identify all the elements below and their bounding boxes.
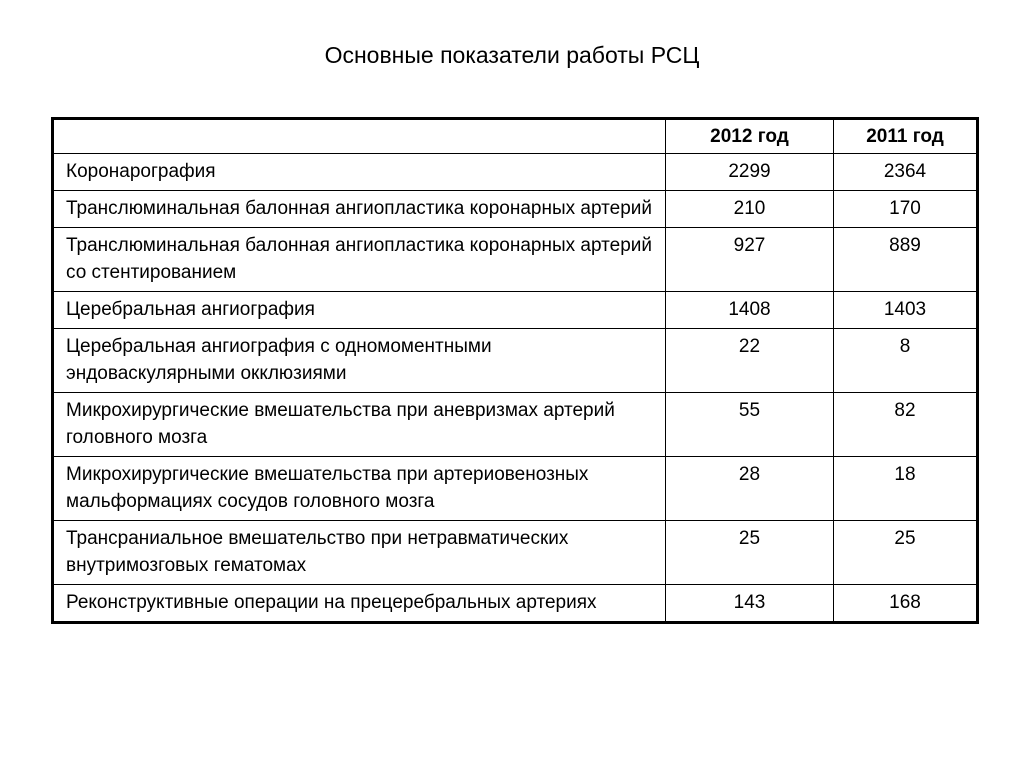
value-2012: 2299	[666, 154, 834, 191]
row-label: Коронарография	[53, 154, 666, 191]
row-label: Микрохирургические вмешательства при артериовенозных мальформациях сосудов головного мозга	[53, 457, 666, 521]
value-2012: 143	[666, 585, 834, 623]
row-label: Транслюминальная балонная ангиопластика коронарных артерий	[53, 191, 666, 228]
value-2011: 1403	[834, 292, 978, 329]
value-2012: 210	[666, 191, 834, 228]
table-row	[53, 521, 978, 585]
value-2012: 55	[666, 393, 834, 457]
indicators-table	[51, 117, 979, 624]
value-2012: 28	[666, 457, 834, 521]
header-2011: 2011 год	[834, 119, 978, 154]
table-row	[53, 292, 978, 329]
table-row	[53, 329, 978, 393]
table-header-row	[53, 119, 978, 154]
table-row	[53, 457, 978, 521]
table-row	[53, 393, 978, 457]
table-row	[53, 154, 978, 191]
value-2011: 170	[834, 191, 978, 228]
value-2011: 8	[834, 329, 978, 393]
value-2011: 82	[834, 393, 978, 457]
header-indicator	[53, 119, 666, 154]
row-label: Церебральная ангиография с одномоментными эндоваскулярными окклюзиями	[53, 329, 666, 393]
value-2011: 2364	[834, 154, 978, 191]
row-label: Транслюминальная балонная ангиопластика коронарных артерий со стентированием	[53, 228, 666, 292]
header-2012: 2012 год	[666, 119, 834, 154]
value-2012: 22	[666, 329, 834, 393]
value-2011: 168	[834, 585, 978, 623]
table-row	[53, 585, 978, 623]
table-row	[53, 228, 978, 292]
row-label: Микрохирургические вмешательства при аневризмах артерий головного мозга	[53, 393, 666, 457]
value-2012: 927	[666, 228, 834, 292]
row-label: Трансраниальное вмешательство при нетравматических внутримозговых гематомах	[53, 521, 666, 585]
row-label: Реконструктивные операции на прецеребральных артериях	[53, 585, 666, 623]
value-2012: 1408	[666, 292, 834, 329]
value-2011: 18	[834, 457, 978, 521]
table-row	[53, 191, 978, 228]
value-2011: 25	[834, 521, 978, 585]
value-2011: 889	[834, 228, 978, 292]
page-title: Основные показатели работы РСЦ	[324, 42, 700, 68]
row-label: Церебральная ангиография	[53, 292, 666, 329]
value-2012: 25	[666, 521, 834, 585]
